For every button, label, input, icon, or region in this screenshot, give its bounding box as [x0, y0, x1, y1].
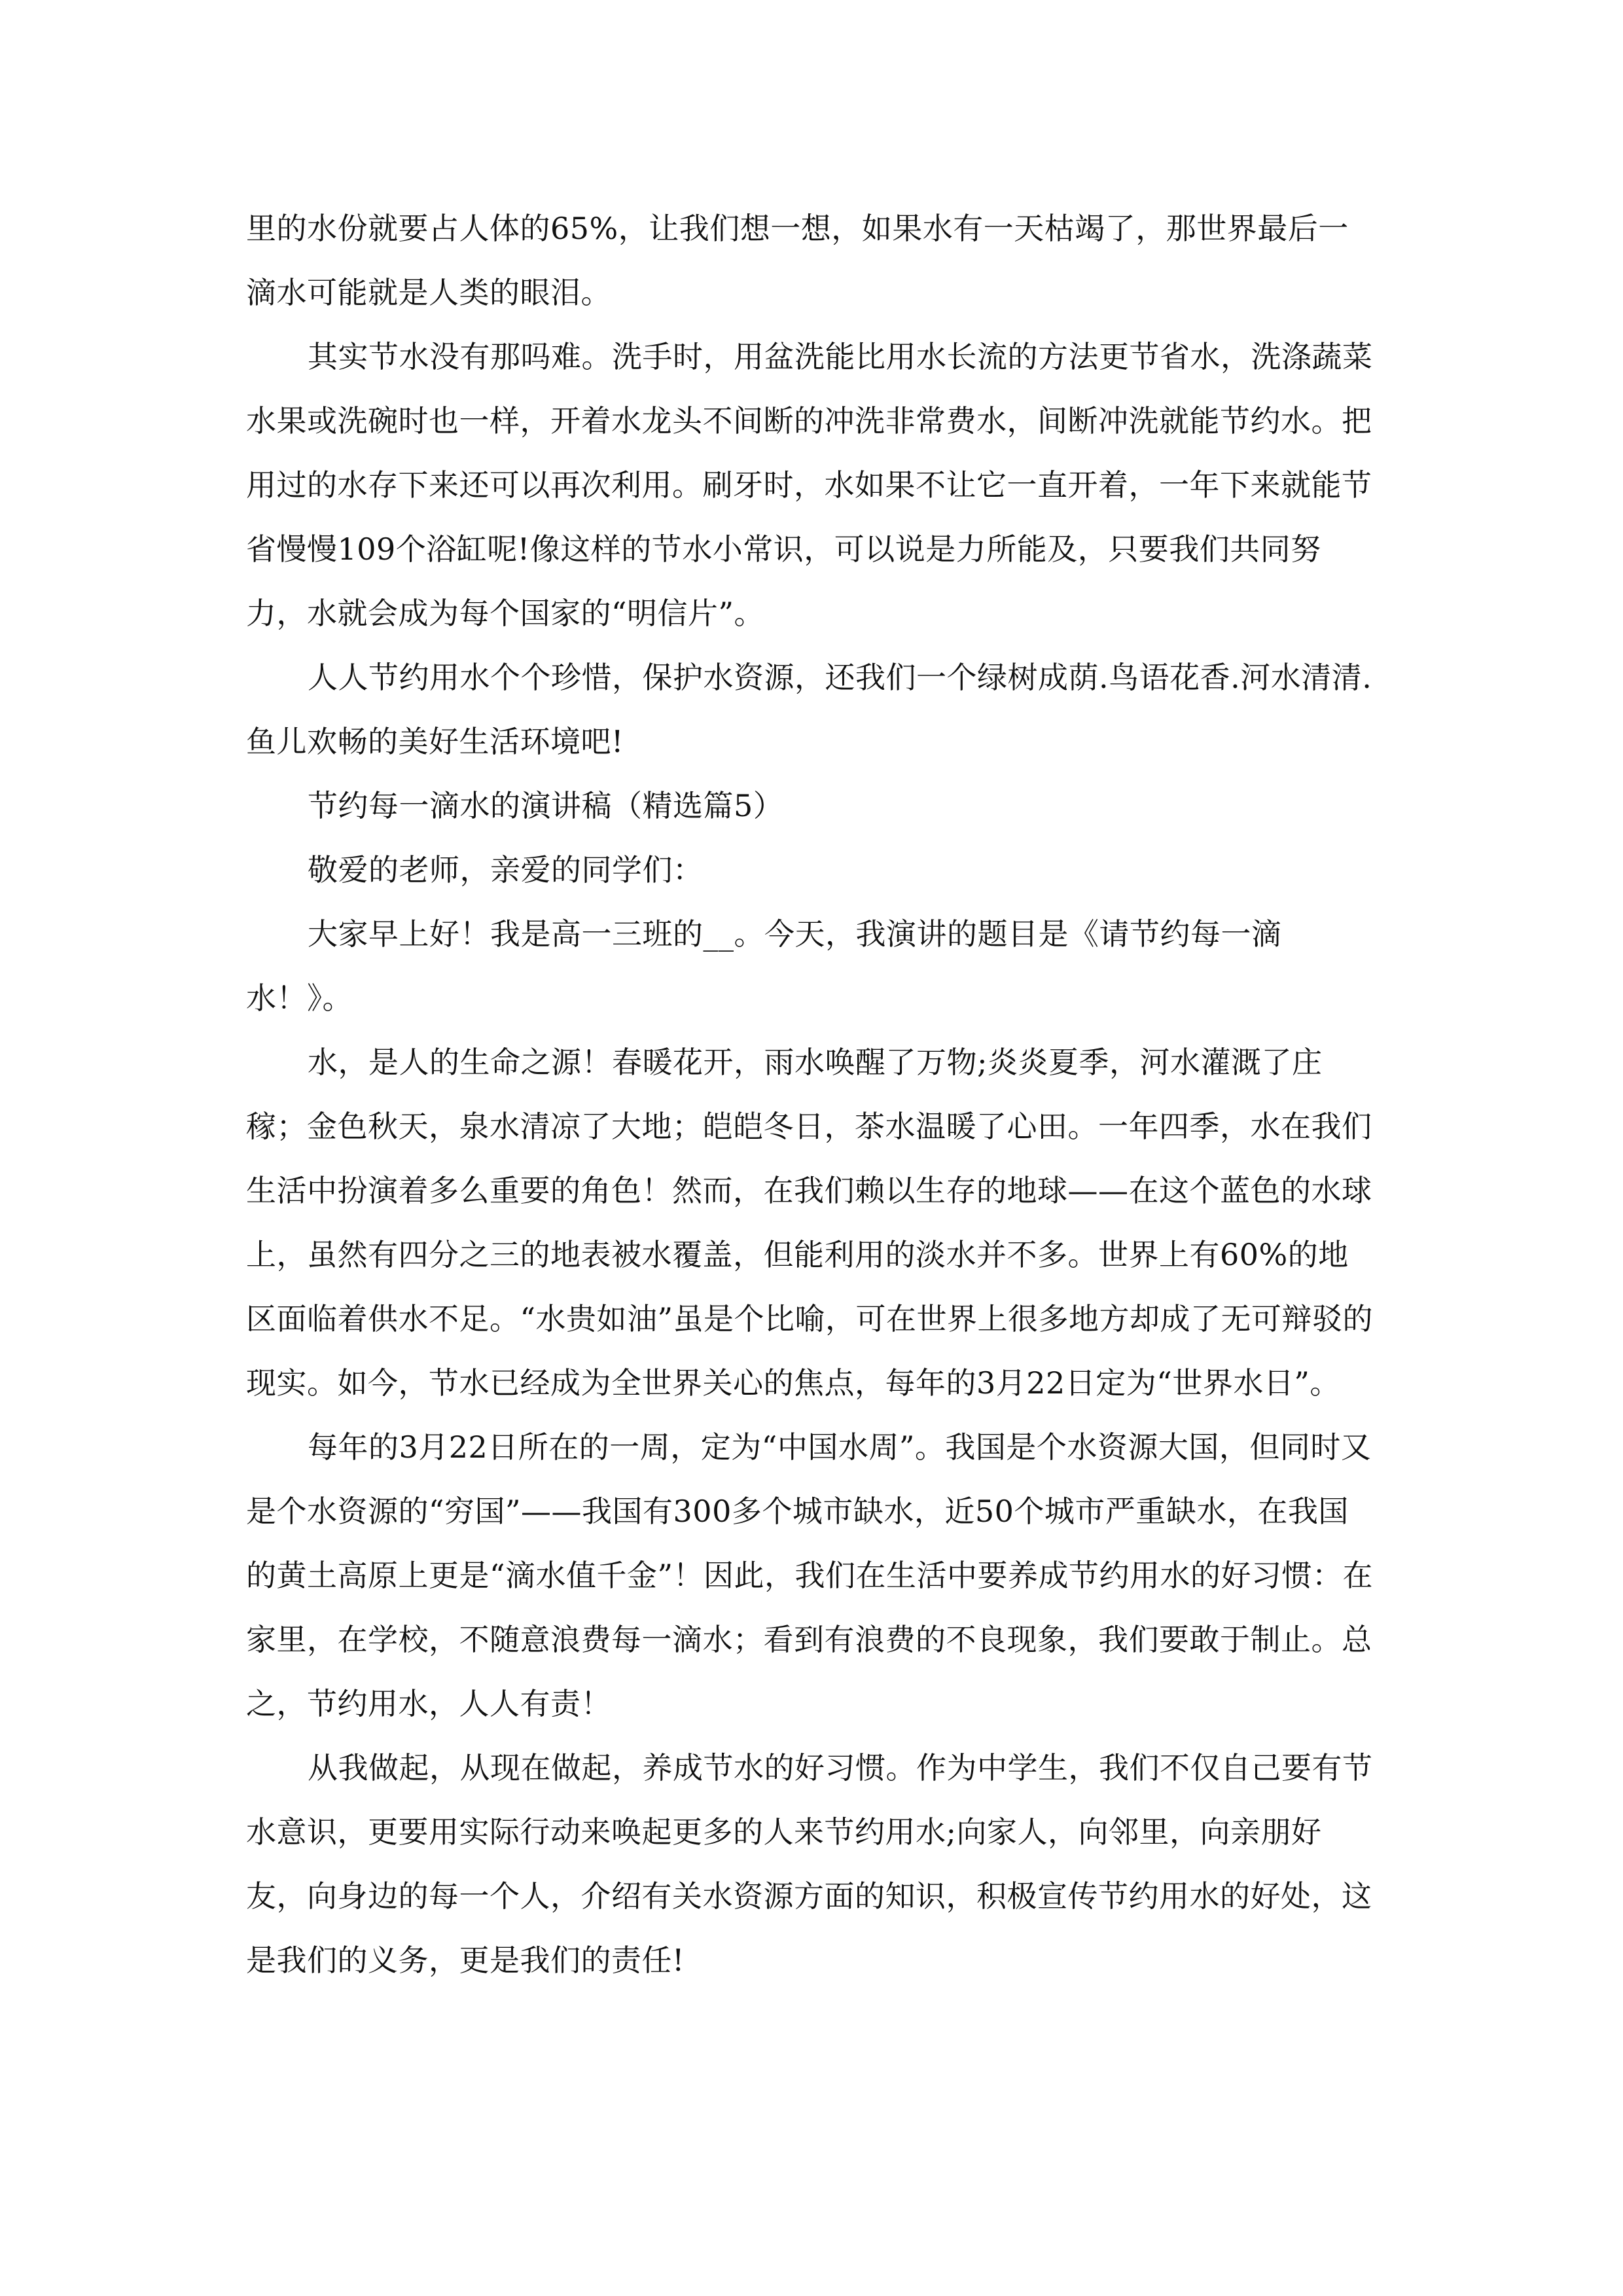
salutation: 敬爱的老师，亲爱的同学们：: [308, 852, 704, 888]
paragraph-china-water-week: 每年的3月22日所在的一周，定为“中国水周”。我国是个水资源大国，但同时又是个水资源的“穷国”——我国有300多个城市缺水，近50个城市严重缺水，在我国的黄土高原上更是“滴水值千金”！因此，我们在生活中要养成节约用水的好习惯：在家里，在学校，不随意浪费每一滴水；看到有浪费的不良现象，我们要敢于制止。总之，节约用水，人人有责！: [246, 1429, 1374, 1721]
paragraph-continuation: 里的水份就要占人体的65%，让我们想一想，如果水有一天枯竭了，那世界最后一滴水可能就是人类的眼泪。: [246, 211, 1349, 310]
paragraph-water-source-of-life: 水，是人的生命之源！春暖花开，雨水唤醒了万物;炎炎夏季，河水灌溉了庄稼；金色秋天，泉水清凉了大地；皑皑冬日，茶水温暖了心田。一年四季，水在我们生活中扮演着多么重要的角色！然而，在我们赖以生存的地球——在这个蓝色的水球上，虽然有四分之三的地表被水覆盖，但能利用的淡水并不多。世界上有60%的地区面临着供水不足。“水贵如油”虽是个比喻，可在世界上很多地方却成了无可辩驳的现实。如今，节水已经成为全世界关心的焦点，每年的3月22日定为“世界水日”。: [246, 1045, 1374, 1401]
paragraph-call-to-action: 从我做起，从现在做起，养成节水的好习惯。作为中学生，我们不仅自己要有节水意识，更要用实际行动来唤起更多的人来节约用水;向家人，向邻里，向亲朋好友，向身边的每一个人，介绍有关水资源方面的知识，积极宣传节约用水的好处，这是我们的义务，更是我们的责任!: [246, 1750, 1373, 1978]
paragraph-conclusion: 人人节约用水个个珍惜，保护水资源，还我们一个绿树成荫.鸟语花香.河水清清.鱼儿欢畅的美好生活环境吧!: [246, 660, 1372, 759]
paragraph-water-saving-tips: 其实节水没有那吗难。洗手时，用盆洗能比用水长流的方法更节省水，洗涤蔬菜水果或洗碗时也一样，开着水龙头不间断的冲洗非常费水，间断冲洗就能节约水。把用过的水存下来还可以再次利用。刷牙时，水如果不让它一直开着，一年下来就能节省慢慢109个浴缸呢!像这样的节水小常识，可以说是力所能及，只要我们共同努力，水就会成为每个国家的“明信片”。: [246, 339, 1373, 631]
section-heading: 节约每一滴水的演讲稿（精选篇5）: [308, 788, 784, 823]
paragraph-greeting: 大家早上好！我是高一三班的__。今天，我演讲的题目是《请节约每一滴水！》。: [246, 916, 1282, 1016]
body-text: [246, 196, 1378, 1992]
